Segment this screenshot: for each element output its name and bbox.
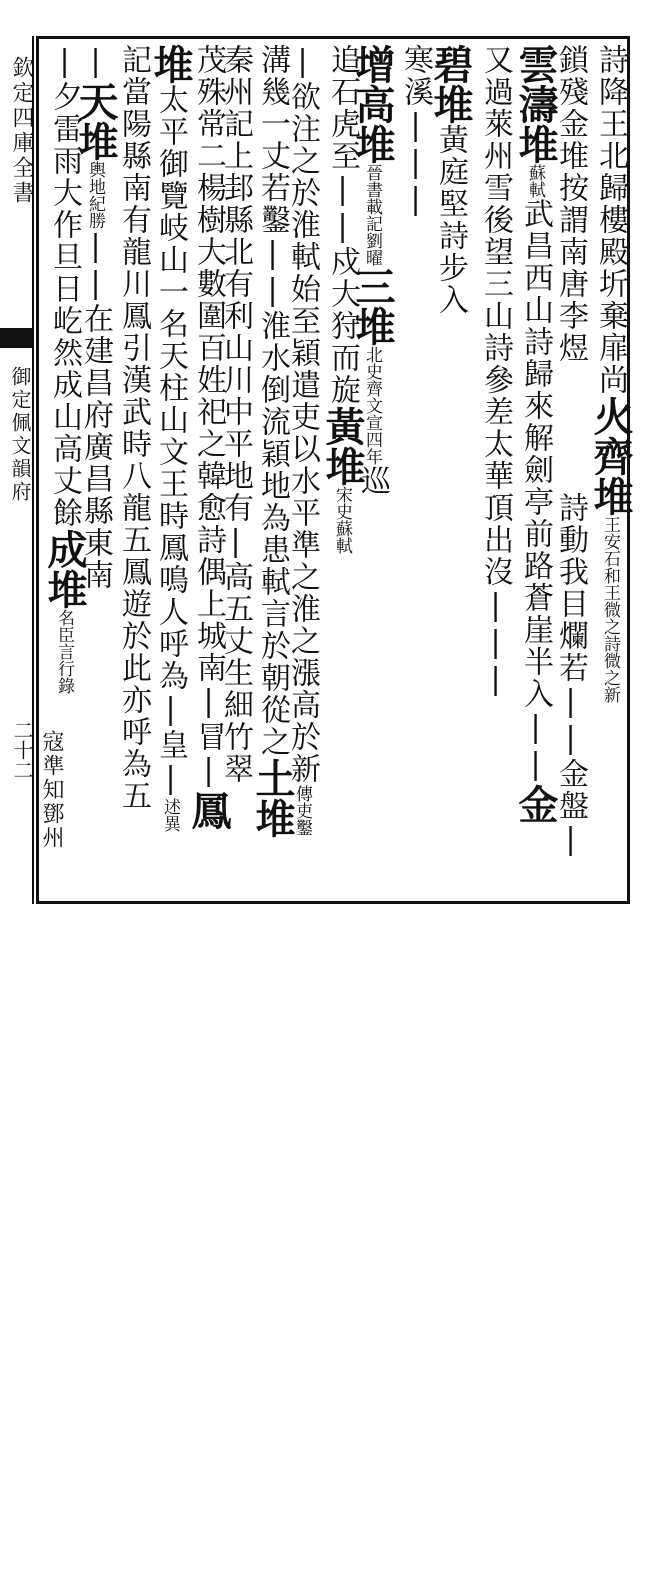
column-14: 記當陽縣南有龍川鳳引漢武時八龍五鳳遊於此亦呼為五 — [116, 44, 151, 812]
column-1: 詩降王北歸樓殿圻棄扉尚火齊堆王安石和王微之詩微之新 — [587, 44, 634, 703]
margin-black-bar — [0, 328, 34, 348]
book-title-label: 欽定四庫全書 — [9, 56, 34, 206]
column-3: 雲濤堆蘇軾武昌西山詩歸來解劍亭前路蒼崖半入||金 — [512, 44, 559, 824]
column-11: 秦州記上邽縣北有利山川中平地有|高五丈生細竹翠 — [218, 44, 253, 785]
column-16: |夕雷雨大作旦日屹然成山高丈餘成堆名臣言行錄 — [41, 44, 88, 694]
column-10: 溝幾一丈若鑿||淮水倒流穎地為患軾言於朝從之土堆 — [249, 44, 296, 838]
column-2: 鎖殘金堆按謂南唐李煜 詩動我目爛若||金盤| — [553, 44, 588, 859]
column-17: 寇準知鄧州 — [39, 730, 64, 850]
column-4: 又過萊州雪後望三山詩參差太華頂出沒||| — [478, 44, 513, 699]
column-15: |天堆輿地紀勝||在建昌府廣昌縣東南 — [72, 44, 119, 591]
column-12: 茂殊常二楊樹大數圍百姓祀之韓愈詩偶上城南|冒|鳳 — [185, 44, 232, 830]
column-5: 碧堆黃庭堅詩步入 — [427, 44, 474, 316]
column-13: 堆太平御覽岐山一名天柱山文王時鳳鳴人呼為|皇|述異 — [147, 44, 194, 832]
folio-number: 二十二 — [10, 720, 34, 780]
column-8: 追石虎至||戍大狩而旋黃堆宋史蘇軾 — [319, 44, 366, 554]
column-7: 增高堆晉書載記劉曜三堆北史齊文宣四年巡 — [349, 44, 396, 497]
book-section-label: 御定佩文韻府 — [8, 366, 32, 504]
column-6: 寒溪||| — [398, 44, 433, 219]
column-9: |欲注之於淮軾始至穎遣吏以水平準之淮之漲高於新傳吏鑿 — [285, 44, 320, 836]
